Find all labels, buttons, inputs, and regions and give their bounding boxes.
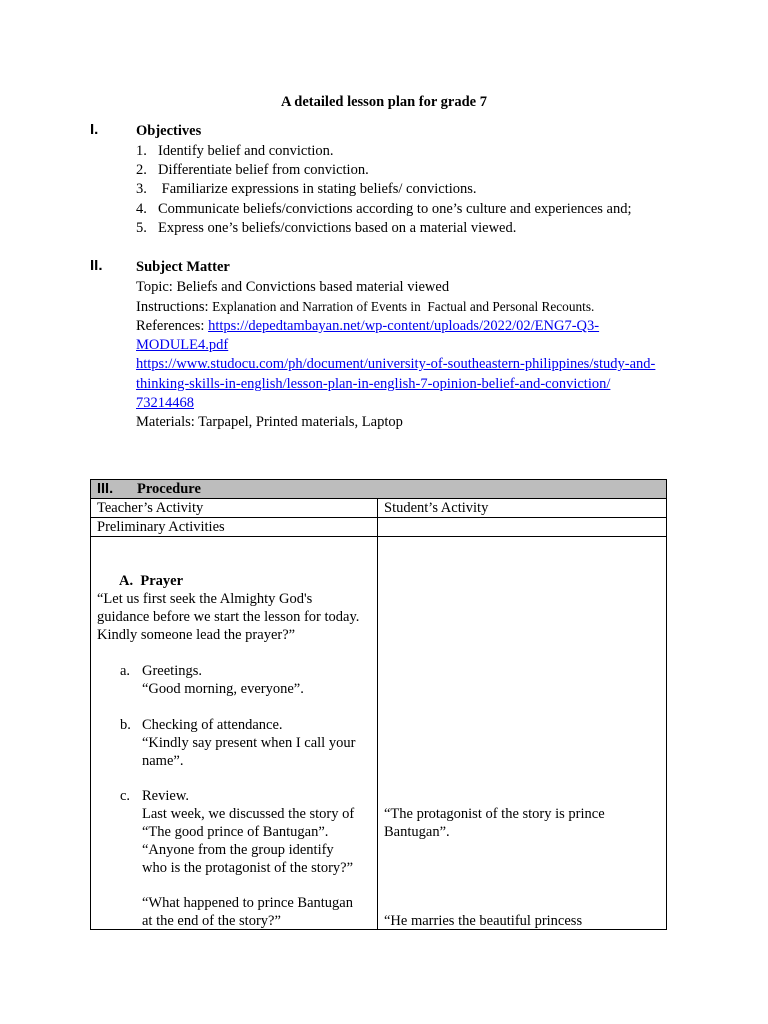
objective-text: Familiarize expressions in stating beliefs/ convictions.	[158, 181, 477, 197]
prayer-text-line: guidance before we start the lesson for today.	[97, 609, 360, 625]
objective-number: 1.	[136, 143, 147, 159]
attendance-title: Checking of attendance.	[142, 717, 283, 733]
section-num-procedure: III.	[97, 481, 114, 497]
reference-link-2-line3[interactable]	[136, 394, 194, 413]
section-title-subject-matter: Subject Matter	[136, 259, 230, 275]
greetings-label: a.	[120, 663, 131, 679]
greetings-text: “Good morning, everyone”.	[142, 681, 304, 697]
reference-link-2-line1[interactable]	[136, 355, 655, 374]
topic-line: Topic: Beliefs and Convictions based material viewed	[136, 279, 450, 295]
review-title: Review.	[142, 788, 189, 804]
instructions-line	[136, 297, 594, 317]
reference-link-2-part2[interactable]: thinking-skills-in-english/lesson-plan-in-english-7-opinion-belief-and-conviction/	[136, 376, 611, 392]
col-teacher-activity: Teacher’s Activity	[91, 499, 378, 518]
objective-text: Differentiate belief from conviction.	[158, 162, 369, 178]
page-title: A detailed lesson plan for grade 7	[281, 94, 487, 110]
reference-link-2[interactable]: https://www.studocu.com/ph/document/university-of-southeastern-philippines/study-and-	[136, 356, 656, 372]
objective-item	[136, 201, 632, 218]
col-student-activity: Student’s Activity	[378, 499, 667, 518]
question-text-line: at the end of the story?”	[142, 913, 281, 929]
section-title-objectives: Objectives	[136, 123, 202, 139]
objective-number: 4.	[136, 201, 147, 217]
objective-text: Express one’s beliefs/convictions based on a material viewed.	[158, 220, 517, 236]
objective-item	[136, 162, 369, 179]
teacher-activity-cell	[91, 537, 378, 930]
objective-item	[136, 143, 334, 160]
reference-link-2-part3[interactable]: 73214468	[136, 395, 194, 411]
section-title-procedure: Procedure	[137, 481, 201, 497]
section-num-subject-matter: II.	[90, 257, 103, 274]
greetings-title: Greetings.	[142, 663, 202, 679]
activities-row	[91, 537, 667, 930]
attendance-text-line: name”.	[142, 753, 184, 769]
instructions-label: Instructions:	[136, 299, 213, 315]
attendance-text-line: “Kindly say present when I call your	[142, 735, 356, 751]
reference-link-1-part2[interactable]: MODULE4.pdf	[136, 337, 229, 353]
objective-number: 3.	[136, 181, 147, 197]
review-text-line: Last week, we discussed the story of	[142, 806, 355, 822]
preliminary-activities: Preliminary Activities	[91, 518, 378, 537]
student-answer-line: “He marries the beautiful princess	[384, 913, 583, 929]
review-text-line: “Anyone from the group identify	[142, 842, 334, 858]
prayer-title: Prayer	[140, 573, 184, 589]
procedure-header-row	[91, 480, 667, 499]
prayer-text-line: Kindly someone lead the prayer?”	[97, 627, 296, 643]
prayer-heading	[119, 572, 183, 590]
reference-link-1[interactable]: https://depedtambayan.net/wp-content/uploads/2022/02/ENG7-Q3-	[208, 318, 600, 334]
preliminary-row	[91, 518, 667, 537]
prayer-text-line: “Let us first seek the Almighty God's	[97, 591, 313, 607]
attendance-label: b.	[120, 717, 131, 733]
materials-line: Materials: Tarpapel, Printed materials, Laptop	[136, 414, 403, 430]
objective-number: 2.	[136, 162, 147, 178]
objective-number: 5.	[136, 220, 147, 236]
instructions-text: Explanation and Narration of Events in Factual and Personal Recounts	[212, 299, 591, 314]
objective-text: Communicate beliefs/convictions according to one’s culture and experiences and;	[158, 201, 632, 217]
reference-link-1-cont[interactable]	[136, 336, 228, 355]
student-answer-line: Bantugan”.	[384, 824, 450, 840]
references-line	[136, 317, 599, 336]
student-answer-line: “The protagonist of the story is prince	[384, 806, 605, 822]
objective-item	[136, 220, 516, 237]
column-header-row	[91, 499, 667, 518]
section-num-objectives: I.	[90, 121, 99, 138]
review-label: c.	[120, 788, 131, 804]
procedure-table	[90, 479, 667, 930]
references-label: References:	[136, 318, 209, 334]
procedure-header	[91, 480, 667, 499]
objective-item	[136, 181, 477, 198]
objective-text: Identify belief and conviction.	[158, 143, 334, 159]
reference-link-2-line2[interactable]	[136, 375, 610, 394]
question-text-line: “What happened to prince Bantugan	[142, 895, 353, 911]
student-activity-cell	[378, 537, 667, 930]
instructions-period: .	[591, 299, 595, 314]
preliminary-student-empty	[378, 518, 667, 537]
prayer-label: A.	[119, 573, 134, 589]
review-text-line: “The good prince of Bantugan”.	[142, 824, 329, 840]
review-text-line: who is the protagonist of the story?”	[142, 860, 354, 876]
